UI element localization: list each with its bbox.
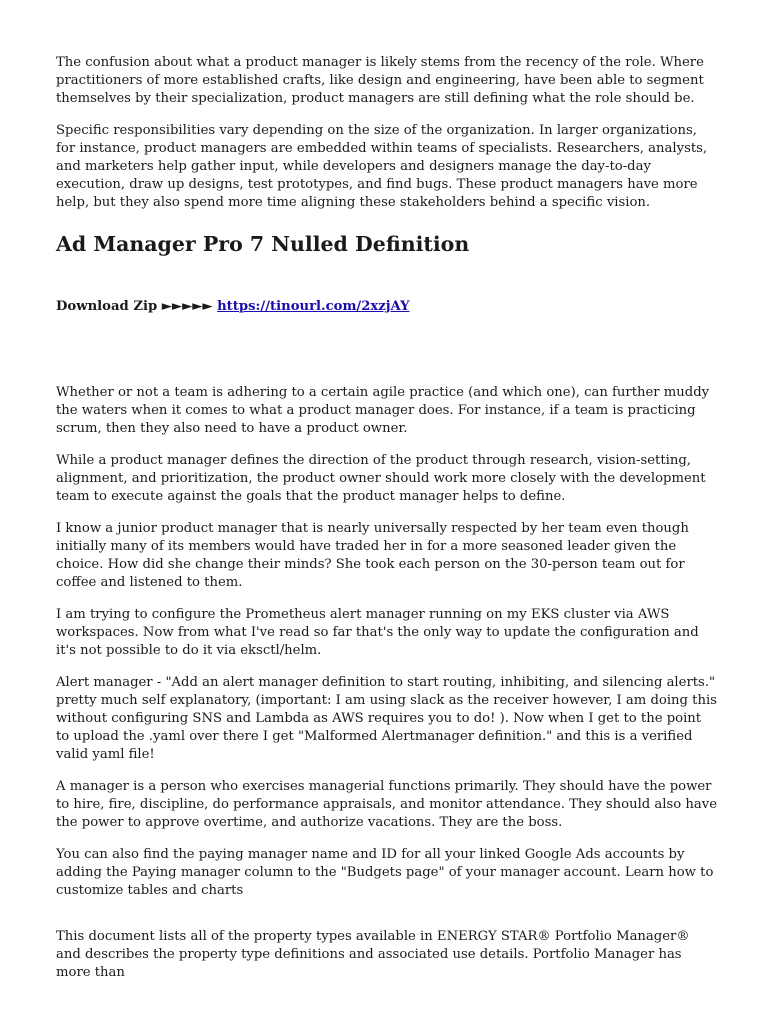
intro-paragraph-2: Specific responsibilities vary depending on the size of the organization. In larger organizations, for instance, product managers are embedded within teams of specialists. Researchers, analysts, and marketers help gather input, while developers and designers manage the day-to-day execution, draw up designs, test prototypes, and find bugs. These product managers have more help, but they also spend more time aligning these stakeholders behind a specific vision. [56, 123, 708, 210]
paragraph-paying-manager: You can also find the paying manager name and ID for all your linked Google Ads accounts by adding the Paying manager column to the "Budgets page" of your manager account. Learn how to customize tables and charts [56, 847, 714, 898]
paragraph-manager-definition: A manager is a person who exercises managerial functions primarily. They should have the power to hire, fire, discipline, do performance appraisals, and monitor attendance. They should also have the power to approve overtime, and authorize vacations. They are the boss. [56, 779, 718, 830]
download-label: Download Zip ►►►►► [56, 299, 218, 314]
document-page [56, 54, 718, 996]
intro-paragraph-1: The confusion about what a product manager is likely stems from the recency of the role. Where practitioners of more established crafts, like design and engineering, have been able to segment themselves by their specialization, product managers are still defining what the role should be. [56, 55, 704, 106]
download-link[interactable]: https://tinourl.com/2xzjAY [217, 299, 410, 314]
page-title: Ad Manager Pro 7 Nulled Definition [56, 232, 470, 256]
download-line [56, 298, 718, 316]
paragraph-agile: Whether or not a team is adhering to a certain agile practice (and which one), can further muddy the waters when it comes to what a product manager does. For instance, if a team is practicing scrum, then they also need to have a product owner. [56, 385, 710, 436]
paragraph-junior-manager: I know a junior product manager that is nearly universally respected by her team even though initially many of its members would have traded her in for a more seasoned leader given the choice. How did she change their minds? She took each person on the 30-person team out for coffee and listened to them. [56, 521, 689, 590]
paragraph-alert-manager: Alert manager - "Add an alert manager definition to start routing, inhibiting, and silencing alerts." pretty much self explanatory, (important: I am using slack as the receiver however, I am doing this without configuring SNS and Lambda as AWS requires you to do! ). Now when I get to the point to upload the .yaml over there I get "Malformed Alertmanager definition." and this is a verified valid yaml file! [56, 675, 717, 762]
paragraph-prometheus: I am trying to configure the Prometheus alert manager running on my EKS cluster via AWS workspaces. Now from what I've read so far that's the only way to update the configuration and it's not possible to do it via eksctl/helm. [56, 607, 699, 658]
paragraph-energy-star: This document lists all of the property types available in ENERGY STAR® Portfolio Manager® and describes the property type definitions and associated use details. Portfolio Manager has more than [56, 929, 690, 980]
paragraph-product-owner: While a product manager defines the direction of the product through research, vision-setting, alignment, and prioritization, the product owner should work more closely with the development team to execute against the goals that the product manager helps to define. [56, 453, 706, 504]
